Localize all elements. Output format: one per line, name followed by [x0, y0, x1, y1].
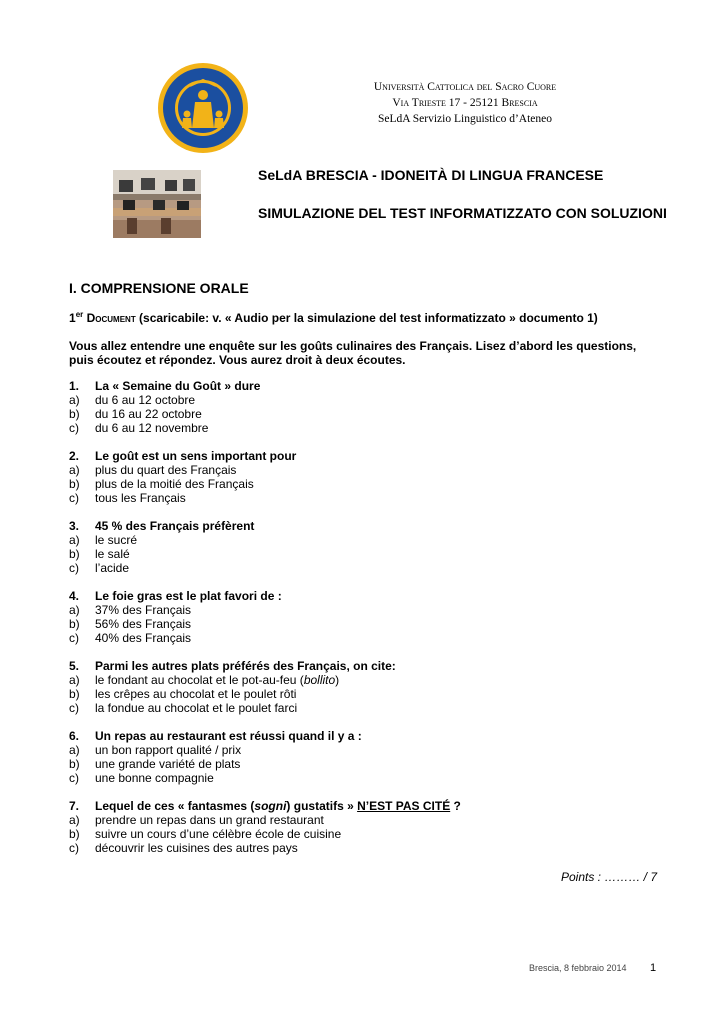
question-text: Le foie gras est le plat favori de :	[95, 589, 282, 603]
service-name: SeLdA Servizio Linguistico d’Ateneo	[377, 113, 553, 125]
question-number: 2.	[69, 449, 80, 463]
option-label: b)	[69, 827, 80, 841]
question-number: 4.	[69, 589, 80, 603]
option-text: plus du quart des Français	[95, 463, 237, 477]
option-label: b)	[69, 617, 80, 631]
option-label: b)	[69, 687, 80, 701]
option-label: c)	[69, 701, 79, 715]
option-text: plus de la moitié des Français	[95, 477, 254, 491]
option-label: b)	[69, 757, 80, 771]
option-text: le salé	[95, 547, 130, 561]
footer-date: Brescia, 8 febbraio 2014	[529, 963, 627, 973]
option-label: b)	[69, 547, 80, 561]
option-label: c)	[69, 491, 79, 505]
document-number: 1	[69, 311, 76, 325]
option-label: c)	[69, 771, 79, 785]
option-text: 40% des Français	[95, 631, 192, 645]
option-label: c)	[69, 561, 79, 575]
question-text: Lequel de ces « fantasmes (sogni) gustatifs » N’EST PAS CITÉ ?	[95, 799, 461, 813]
option-label: a)	[69, 743, 80, 757]
option-text: prendre un repas dans un grand restaurant	[95, 813, 324, 827]
question-number: 6.	[69, 729, 80, 743]
option-text: tous les Français	[95, 491, 186, 505]
option-text: du 6 au 12 octobre	[95, 393, 196, 407]
option-text: 56% des Français	[95, 617, 192, 631]
option-text: découvrir les cuisines des autres pays	[95, 841, 298, 855]
option-label: a)	[69, 533, 80, 547]
university-name: Università Cattolica del Sacro Cuore	[373, 81, 557, 93]
question-number: 1.	[69, 379, 80, 393]
option-text: le fondant au chocolat et le pot-au-feu (bollito)	[95, 673, 340, 687]
option-text: les crêpes au chocolat et le poulet rôti	[95, 687, 297, 701]
document-word: Document	[86, 311, 136, 325]
option-text: du 6 au 12 novembre	[95, 421, 209, 435]
option-text: l’acide	[95, 561, 130, 575]
option-text: le sucré	[95, 533, 138, 547]
option-label: c)	[69, 421, 79, 435]
sub-title: SIMULAZIONE DEL TEST INFORMATIZZATO CON SOLUZIONI	[258, 205, 667, 221]
option-text: du 16 au 22 octobre	[95, 407, 202, 421]
question-text: La « Semaine du Goût » dure	[95, 379, 261, 393]
instructions-paragraph: Vous allez entendre une enquête sur les goûts culinaires des Français. Lisez d’abord les questions, puis écoutez et répondez. Vous aurez droit à deux écoutes.	[69, 339, 637, 367]
option-label: a)	[69, 813, 80, 827]
computer-lab-photo	[113, 170, 201, 238]
option-label: a)	[69, 393, 80, 407]
option-label: c)	[69, 631, 79, 645]
question-number: 5.	[69, 659, 80, 673]
question-number: 3.	[69, 519, 80, 533]
points-score: Points : ……… / 7	[560, 870, 657, 884]
university-seal-logo	[157, 62, 249, 154]
page-number: 1	[650, 962, 657, 974]
question-text: Un repas au restaurant est réussi quand il y a :	[95, 729, 362, 743]
option-text: 37% des Français	[95, 603, 192, 617]
question-text: Le goût est un sens important pour	[95, 449, 297, 463]
option-text: une bonne compagnie	[95, 771, 214, 785]
option-text: la fondue au chocolat et le poulet farci	[95, 701, 298, 715]
document-label	[69, 310, 598, 325]
option-label: a)	[69, 673, 80, 687]
document-note: (scaricabile: v. « Audio per la simulazione del test informatizzato » documento 1)	[135, 311, 598, 325]
university-header	[300, 79, 630, 127]
university-address: Via Trieste 17 - 25121 Brescia	[392, 97, 538, 109]
section-heading: I. COMPRENSIONE ORALE	[69, 280, 249, 296]
option-text: une grande variété de plats	[95, 757, 241, 771]
option-label: b)	[69, 477, 80, 491]
option-text: un bon rapport qualité / prix	[95, 743, 242, 757]
document-number-suffix: er	[75, 310, 84, 319]
option-text: suivre un cours d’une célèbre école de cuisine	[95, 827, 342, 841]
option-label: a)	[69, 603, 80, 617]
question-text: Parmi les autres plats préférés des Français, on cite:	[95, 659, 396, 673]
option-label: c)	[69, 841, 79, 855]
question-text: 45 % des Français préfèrent	[95, 519, 255, 533]
question-number: 7.	[69, 799, 80, 813]
option-label: a)	[69, 463, 80, 477]
option-label: b)	[69, 407, 80, 421]
main-title: SeLdA BRESCIA - IDONEITÀ DI LINGUA FRANCESE	[258, 167, 604, 183]
